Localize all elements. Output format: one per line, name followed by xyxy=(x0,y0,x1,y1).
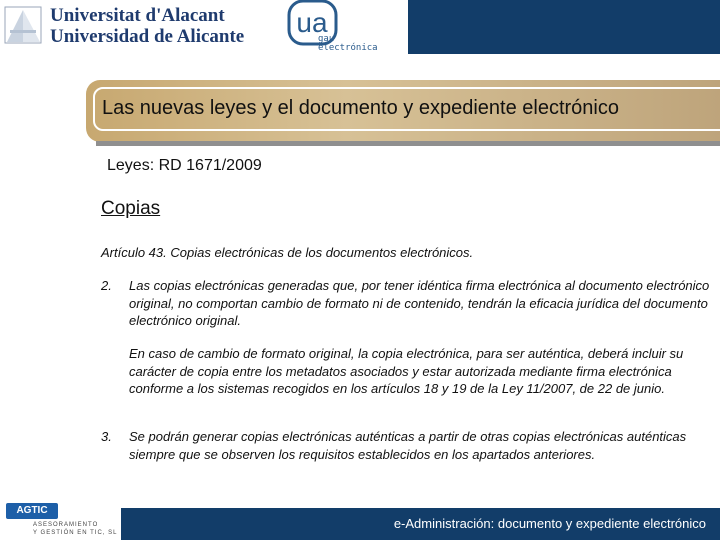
item-number: 3. xyxy=(101,429,112,444)
ua-logo-subtitle xyxy=(318,35,378,53)
ua-logo-text: ua xyxy=(296,7,328,38)
item-paragraph: Las copias electrónicas generadas que, por tener idéntica firma electrónica al documento electrónico original, no comportan cambio de formato ni de contenido, tendrán la eficacia jurídica del documento electrónico original. xyxy=(129,278,710,328)
university-name-valencian: Universitat d'Alacant xyxy=(50,5,225,26)
section-heading: Copias xyxy=(101,198,161,219)
agtic-subtitle-line1: ASESORAMIENTO xyxy=(33,522,99,528)
agtic-subtitle-line2: Y GESTIÓN EN TIC, SL xyxy=(33,530,118,536)
ua-logo-subtitle-line2: electrónica xyxy=(318,43,378,53)
ua-logo-subtitle-line1: gau xyxy=(318,34,335,44)
item-paragraph: En caso de cambio de formato original, la copia electrónica, para ser auténtica, deberá incluir su carácter de copia entre los metadatos asociados y estar autorizada mediante firma electrónica conforme a los sistemas recogidos en los artículos 18 y 19 de la Ley 11/2007, de 22 de junio. xyxy=(129,346,684,396)
footer-text: e-Administración: documento y expediente electrónico xyxy=(393,516,706,531)
item-number: 2. xyxy=(101,278,112,293)
university-name-spanish: Universidad de Alicante xyxy=(50,26,245,47)
title-underline xyxy=(96,141,720,146)
university-logo xyxy=(0,0,250,52)
header-bar xyxy=(408,0,720,54)
law-reference: Leyes: RD 1671/2009 xyxy=(107,157,262,174)
item-paragraph: Se podrán generar copias electrónicas auténticas a partir de otras copias electrónicas auténticas siempre que se observen los requisitos establecidos en los apartados anteriores. xyxy=(129,429,687,462)
article-title: Artículo 43. Copias electrónicas de los documentos electrónicos. xyxy=(101,245,474,260)
agtic-logo: AGTIC xyxy=(6,503,58,519)
university-shield-icon xyxy=(4,6,42,44)
slide-title: Las nuevas leyes y el documento y expediente electrónico xyxy=(102,97,619,119)
footer-bar xyxy=(121,508,720,540)
